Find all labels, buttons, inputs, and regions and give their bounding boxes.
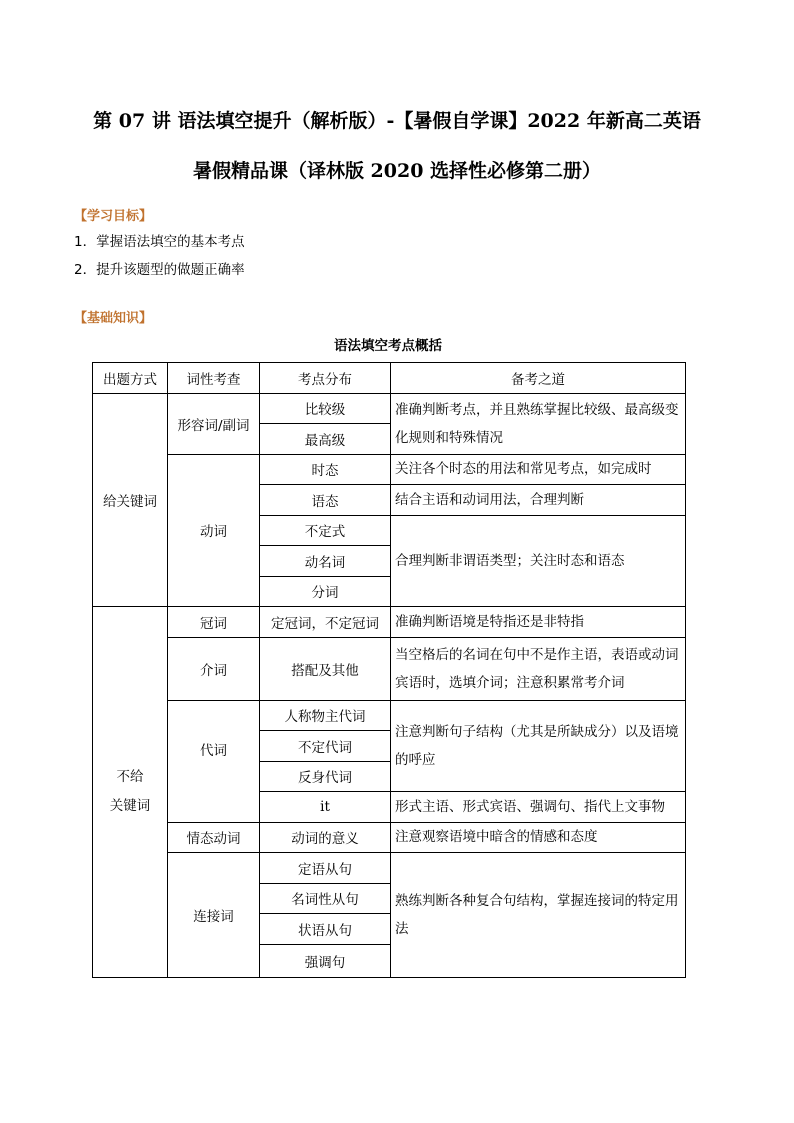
point-cell: 强调句 — [260, 944, 391, 977]
mode-given-cell: 给关键词 — [93, 393, 168, 607]
point-cell: 比较级 — [260, 393, 391, 424]
header-cell: 考点分布 — [260, 363, 391, 394]
point-cell: 动名词 — [260, 546, 391, 577]
pos-cell: 动词 — [168, 454, 260, 607]
mode-not-given-cell — [93, 607, 168, 978]
point-cell: 反身代词 — [260, 761, 391, 792]
pos-cell: 形容词/副词 — [168, 393, 260, 454]
point-cell: 人称物主代词 — [260, 700, 391, 731]
point-cell: 最高级 — [260, 424, 391, 455]
tip-cell: 结合主语和动词用法，合理判断 — [391, 485, 686, 516]
table-row — [93, 607, 686, 638]
point-cell: 定语从句 — [260, 853, 391, 884]
table-row — [93, 393, 686, 424]
learning-goals-tag: 【学习目标】 — [74, 209, 153, 224]
tip-cell: 注意判断句子结构（尤其是所缺成分）以及语境的呼应 — [391, 700, 686, 792]
goal-item-1: 1．掌握语法填空的基本考点 — [74, 234, 245, 250]
point-cell: 语态 — [260, 485, 391, 516]
tip-cell: 当空格后的名词在句中不是作主语，表语或动词宾语时，选填介词；注意积累常考介词 — [391, 637, 686, 700]
table-row — [93, 454, 686, 485]
point-cell: 不定式 — [260, 515, 391, 546]
tip-cell: 准确判断考点，并且熟练掌握比较级、最高级变化规则和特殊情况 — [391, 393, 686, 454]
pos-cell: 冠词 — [168, 607, 260, 638]
table-row — [93, 853, 686, 884]
header-cell: 出题方式 — [93, 363, 168, 394]
header-cell: 词性考查 — [168, 363, 260, 394]
point-cell: 定冠词，不定冠词 — [260, 607, 391, 638]
mode-not-given-line-1: 不给 — [116, 768, 144, 785]
header-cell: 备考之道 — [391, 363, 686, 394]
basic-knowledge-tag: 【基础知识】 — [74, 311, 153, 326]
point-cell: 分词 — [260, 576, 391, 607]
point-cell: 搭配及其他 — [260, 637, 391, 700]
document-title — [60, 96, 734, 196]
pos-cell: 介词 — [168, 637, 260, 700]
point-cell: 不定代词 — [260, 731, 391, 762]
tip-cell: 形式主语、形式宾语、强调句、指代上文事物 — [391, 792, 686, 823]
goal-item-2: 2．提升该题型的做题正确率 — [74, 262, 245, 278]
pos-cell: 代词 — [168, 700, 260, 822]
title-line-1: 第 07 讲 语法填空提升（解析版）-【暑假自学课】2022 年新高二英语 — [93, 110, 701, 132]
point-cell: 时态 — [260, 454, 391, 485]
pos-cell: 连接词 — [168, 853, 260, 978]
point-cell: it — [260, 792, 391, 823]
point-cell: 状语从句 — [260, 914, 391, 945]
mode-not-given-line-2: 关键词 — [109, 797, 151, 814]
table-row — [93, 700, 686, 731]
table-row — [93, 822, 686, 853]
tip-cell: 合理判断非谓语类型；关注时态和语态 — [391, 515, 686, 607]
title-line-2: 暑假精品课（译林版 2020 选择性必修第二册） — [192, 160, 602, 182]
point-cell: 动词的意义 — [260, 822, 391, 853]
pos-cell: 情态动词 — [168, 822, 260, 853]
table-row — [93, 637, 686, 700]
tip-cell: 关注各个时态的用法和常见考点，如完成时 — [391, 454, 686, 485]
table-header-row — [93, 363, 686, 394]
tip-cell: 准确判断语境是特指还是非特指 — [391, 607, 686, 638]
tip-cell: 熟练判断各种复合句结构，掌握连接词的特定用法 — [391, 853, 686, 978]
point-cell: 名词性从句 — [260, 883, 391, 914]
grammar-points-table — [92, 362, 686, 978]
table-caption: 语法填空考点概括 — [334, 338, 442, 354]
tip-cell: 注意观察语境中暗含的情感和态度 — [391, 822, 686, 853]
